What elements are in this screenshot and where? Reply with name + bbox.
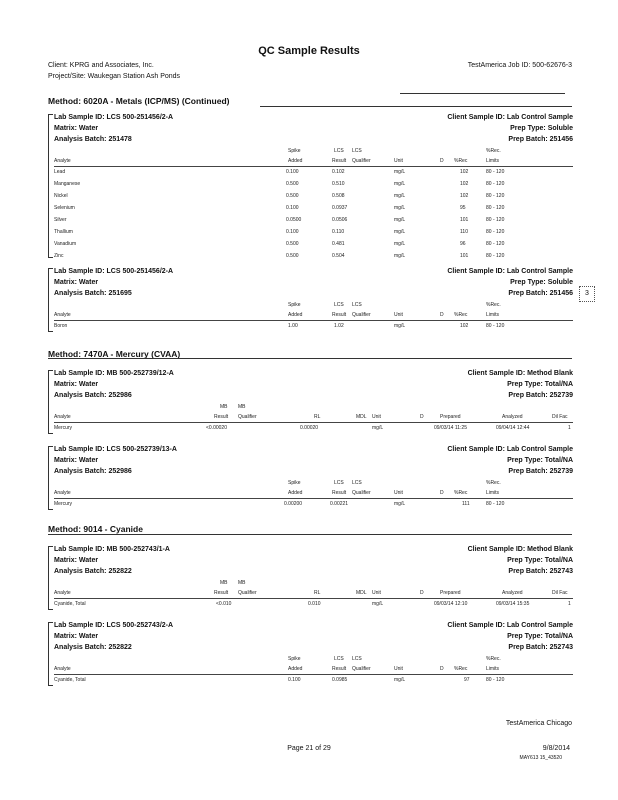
result: 0.00221 bbox=[330, 501, 349, 507]
col-spike: Spike bbox=[288, 480, 301, 486]
header-rule bbox=[54, 422, 573, 423]
col-d: D bbox=[440, 312, 444, 318]
prep-type: Prep Type: Total/NA bbox=[507, 633, 573, 640]
unit: mg/L bbox=[394, 205, 406, 211]
col-lcs: LCS bbox=[334, 656, 344, 662]
lab-sample-id: Lab Sample ID: MB 500-252739/12-A bbox=[54, 370, 174, 377]
rl: 0.010 bbox=[308, 601, 321, 607]
prep-batch: Prep Batch: 252739 bbox=[508, 468, 573, 475]
col-dil-fac: Dil Fac bbox=[552, 414, 568, 420]
client-sample-id: Client Sample ID: Lab Control Sample bbox=[447, 622, 573, 629]
col-result: Result bbox=[332, 666, 347, 672]
rec: 96 bbox=[460, 241, 466, 247]
prep-batch: Prep Batch: 252739 bbox=[508, 392, 573, 399]
col-mdl: MDL bbox=[356, 414, 367, 420]
limits: 80 - 120 bbox=[486, 193, 505, 199]
client-sample-id: Client Sample ID: Lab Control Sample bbox=[447, 268, 573, 275]
col-spike: Spike bbox=[288, 148, 301, 154]
prep-batch: Prep Batch: 251456 bbox=[508, 136, 573, 143]
header-rule bbox=[54, 674, 573, 675]
analysis-batch: Analysis Batch: 252822 bbox=[54, 644, 132, 651]
prep-type: Prep Type: Total/NA bbox=[507, 457, 573, 464]
analyte: Mercury bbox=[54, 501, 73, 507]
col-analyte: Analyte bbox=[54, 590, 71, 596]
matrix: Matrix: Water bbox=[54, 457, 99, 464]
col-prec: %Rec bbox=[454, 490, 468, 496]
col-result: Result bbox=[214, 414, 229, 420]
prep-batch: Prep Batch: 252743 bbox=[508, 568, 573, 575]
col-qualifier: Qualifier bbox=[352, 666, 371, 672]
analyte: Cyanide, Total bbox=[54, 677, 86, 683]
result: 0.0506 bbox=[332, 217, 348, 223]
matrix: Matrix: Water bbox=[54, 279, 99, 286]
unit: mg/L bbox=[394, 253, 406, 259]
col-rl: RL bbox=[314, 414, 321, 420]
col-rl: RL bbox=[314, 590, 321, 596]
header-rule bbox=[54, 166, 573, 167]
table-row bbox=[48, 217, 573, 226]
limits: 80 - 120 bbox=[486, 169, 505, 175]
col-added: Added bbox=[288, 158, 303, 164]
footer-company: TestAmerica Chicago bbox=[505, 720, 572, 727]
result: 0.102 bbox=[332, 169, 345, 175]
added: 0.500 bbox=[286, 241, 299, 247]
analyte: Boron bbox=[54, 323, 68, 329]
added: 0.100 bbox=[286, 229, 299, 235]
lab-sample-id: Lab Sample ID: LCS 500-252743/2-A bbox=[54, 622, 174, 629]
analyte: Manganese bbox=[54, 181, 81, 187]
col-lcs: LCS bbox=[352, 302, 362, 308]
unit: mg/L bbox=[394, 229, 406, 235]
col-analyte: Analyte bbox=[54, 312, 71, 318]
client-sample-id: Client Sample ID: Method Blank bbox=[467, 546, 573, 553]
col-d: D bbox=[440, 666, 444, 672]
footer-code: MAY613 15_43520 bbox=[519, 755, 562, 761]
prepared: 09/03/14 12:10 bbox=[434, 601, 468, 607]
added: 0.00200 bbox=[284, 501, 303, 507]
table-row bbox=[48, 241, 573, 250]
analyte: Silver bbox=[54, 217, 67, 223]
unit: mg/L bbox=[394, 677, 406, 683]
table-row bbox=[48, 169, 573, 178]
result: <0.00020 bbox=[206, 425, 227, 431]
col-d: D bbox=[440, 158, 444, 164]
unit: mg/L bbox=[394, 323, 406, 329]
col-mdl: MDL bbox=[356, 590, 367, 596]
result: 0.0937 bbox=[332, 205, 348, 211]
rule bbox=[260, 106, 572, 107]
result: 0.508 bbox=[332, 193, 345, 199]
col-rec-top: %Rec. bbox=[486, 302, 501, 308]
col-limits: Limits bbox=[486, 666, 500, 672]
analyte: Cyanide, Total bbox=[54, 601, 86, 607]
prep-type: Prep Type: Soluble bbox=[510, 279, 573, 286]
col-lcs: LCS bbox=[352, 480, 362, 486]
rec: 102 bbox=[460, 323, 469, 329]
col-limits: Limits bbox=[486, 490, 500, 496]
col-lcs: LCS bbox=[334, 480, 344, 486]
col-qualifier: Qualifier bbox=[352, 490, 371, 496]
col-mb: MB bbox=[238, 580, 246, 586]
col-analyte: Analyte bbox=[54, 158, 71, 164]
added: 0.500 bbox=[286, 193, 299, 199]
unit: mg/L bbox=[394, 217, 406, 223]
lab-sample-id: Lab Sample ID: MB 500-252743/1-A bbox=[54, 546, 170, 553]
analyzed: 09/03/14 15:35 bbox=[496, 601, 530, 607]
col-unit: Unit bbox=[394, 666, 403, 672]
lcs-block-9014 bbox=[48, 620, 573, 690]
limits: 80 - 120 bbox=[486, 217, 505, 223]
col-analyte: Analyte bbox=[54, 666, 71, 672]
limits: 80 - 120 bbox=[486, 501, 505, 507]
prep-type: Prep Type: Total/NA bbox=[507, 557, 573, 564]
prep-type: Prep Type: Soluble bbox=[510, 125, 573, 132]
col-unit: Unit bbox=[394, 158, 403, 164]
rec: 111 bbox=[462, 501, 470, 507]
col-unit: Unit bbox=[394, 312, 403, 318]
limits: 80 - 120 bbox=[486, 253, 505, 259]
rec: 95 bbox=[460, 205, 466, 211]
client-sample-id: Client Sample ID: Method Blank bbox=[467, 370, 573, 377]
method-9014-heading: Method: 9014 - Cyanide bbox=[48, 524, 143, 534]
limits: 80 - 120 bbox=[486, 323, 505, 329]
lab-sample-id: Lab Sample ID: LCS 500-251456/2-A bbox=[54, 268, 174, 275]
col-d: D bbox=[440, 490, 444, 496]
col-result: Result bbox=[332, 158, 347, 164]
rec: 97 bbox=[464, 677, 470, 683]
side-marker: 3 bbox=[579, 286, 595, 302]
table-row bbox=[48, 205, 573, 214]
limits: 80 - 120 bbox=[486, 241, 505, 247]
unit: mg/L bbox=[394, 181, 406, 187]
analyte: Mercury bbox=[54, 425, 73, 431]
lab-sample-id: Lab Sample ID: LCS 500-251456/2-A bbox=[54, 114, 174, 121]
mb-block-7470a bbox=[48, 368, 573, 438]
col-d: D bbox=[420, 414, 424, 420]
result: 0.504 bbox=[332, 253, 345, 259]
client-sample-id: Client Sample ID: Lab Control Sample bbox=[447, 446, 573, 453]
table-row bbox=[48, 501, 573, 510]
added: 0.500 bbox=[286, 253, 299, 259]
footer-page: Page 21 of 29 bbox=[287, 745, 331, 752]
col-lcs: LCS bbox=[352, 656, 362, 662]
mb-block-9014 bbox=[48, 544, 573, 614]
unit: mg/L bbox=[394, 241, 406, 247]
col-qualifier: Qualifier bbox=[238, 414, 257, 420]
limits: 80 - 120 bbox=[486, 205, 505, 211]
col-spike: Spike bbox=[288, 302, 301, 308]
col-added: Added bbox=[288, 490, 303, 496]
rule bbox=[48, 534, 572, 535]
result: 0.481 bbox=[332, 241, 345, 247]
rec: 101 bbox=[460, 253, 469, 259]
job-id-line: TestAmerica Job ID: 500-62676-3 bbox=[467, 62, 572, 69]
col-unit: Unit bbox=[372, 414, 381, 420]
project-line: Project/Site: Waukegan Station Ash Ponds bbox=[48, 73, 181, 80]
col-result: Result bbox=[332, 312, 347, 318]
col-mb: MB bbox=[238, 404, 246, 410]
rec: 101 bbox=[460, 217, 469, 223]
analysis-batch: Analysis Batch: 251478 bbox=[54, 136, 132, 143]
col-prepared: Prepared bbox=[440, 590, 461, 596]
page-title: QC Sample Results bbox=[258, 45, 360, 57]
dil-fac: 1 bbox=[568, 425, 571, 431]
unit: mg/L bbox=[394, 169, 406, 175]
result: 0.0985 bbox=[332, 677, 348, 683]
col-dil-fac: Dil Fac bbox=[552, 590, 568, 596]
col-added: Added bbox=[288, 312, 303, 318]
col-rec-top: %Rec. bbox=[486, 656, 501, 662]
col-lcs: LCS bbox=[352, 148, 362, 154]
col-lcs: LCS bbox=[334, 148, 344, 154]
table-row bbox=[48, 253, 573, 262]
added: 0.100 bbox=[286, 205, 299, 211]
table-row bbox=[48, 677, 573, 686]
prep-batch: Prep Batch: 252743 bbox=[508, 644, 573, 651]
rec: 102 bbox=[460, 181, 469, 187]
col-added: Added bbox=[288, 666, 303, 672]
lab-sample-id: Lab Sample ID: LCS 500-252739/13-A bbox=[54, 446, 177, 453]
limits: 80 - 120 bbox=[486, 229, 505, 235]
unit: mg/L bbox=[394, 193, 406, 199]
analysis-batch: Analysis Batch: 252822 bbox=[54, 568, 132, 575]
added: 0.0500 bbox=[286, 217, 302, 223]
prepared: 09/03/14 11:25 bbox=[434, 425, 467, 431]
table-row bbox=[48, 601, 573, 610]
added: 1.00 bbox=[288, 323, 298, 329]
header-rule bbox=[54, 320, 573, 321]
result: 0.510 bbox=[332, 181, 345, 187]
table-row bbox=[48, 193, 573, 202]
added: 0.100 bbox=[286, 169, 299, 175]
lcs-block-6020a-1 bbox=[48, 112, 573, 260]
table-row bbox=[48, 181, 573, 190]
header-rule bbox=[54, 498, 573, 499]
rule bbox=[48, 358, 572, 359]
analysis-batch: Analysis Batch: 251695 bbox=[54, 290, 132, 297]
added: 0.500 bbox=[286, 181, 299, 187]
analysis-batch: Analysis Batch: 252986 bbox=[54, 392, 132, 399]
col-prepared: Prepared bbox=[440, 414, 461, 420]
col-result: Result bbox=[214, 590, 229, 596]
header-rule bbox=[54, 598, 573, 599]
table-row bbox=[48, 323, 573, 332]
limits: 80 - 120 bbox=[486, 181, 505, 187]
col-unit: Unit bbox=[394, 490, 403, 496]
col-qualifier: Qualifier bbox=[352, 158, 371, 164]
col-qualifier: Qualifier bbox=[352, 312, 371, 318]
col-rec-top: %Rec. bbox=[486, 148, 501, 154]
method-6020a-heading: Method: 6020A - Metals (ICP/MS) (Continued) bbox=[48, 96, 230, 106]
rec: 110 bbox=[460, 229, 468, 235]
rec: 102 bbox=[460, 193, 469, 199]
col-unit: Unit bbox=[372, 590, 381, 596]
result: 1.02 bbox=[334, 323, 344, 329]
col-analyzed: Analyzed bbox=[502, 590, 523, 596]
analysis-batch: Analysis Batch: 252986 bbox=[54, 468, 132, 475]
added: 0.100 bbox=[288, 677, 301, 683]
analyte: Selenium bbox=[54, 205, 75, 211]
col-rec-top: %Rec. bbox=[486, 480, 501, 486]
col-result: Result bbox=[332, 490, 347, 496]
col-limits: Limits bbox=[486, 312, 500, 318]
col-lcs: LCS bbox=[334, 302, 344, 308]
matrix: Matrix: Water bbox=[54, 557, 99, 564]
col-prec: %Rec bbox=[454, 158, 468, 164]
col-analyzed: Analyzed bbox=[502, 414, 523, 420]
matrix: Matrix: Water bbox=[54, 125, 99, 132]
col-limits: Limits bbox=[486, 158, 500, 164]
analyte: Thallium bbox=[54, 229, 73, 235]
col-d: D bbox=[420, 590, 424, 596]
client-sample-id: Client Sample ID: Lab Control Sample bbox=[447, 114, 573, 121]
prep-type: Prep Type: Total/NA bbox=[507, 381, 573, 388]
col-mb: MB bbox=[220, 580, 228, 586]
unit: mg/L bbox=[372, 425, 384, 431]
col-prec: %Rec bbox=[454, 312, 468, 318]
analyte: Zinc bbox=[54, 253, 64, 259]
limits: 80 - 120 bbox=[486, 677, 505, 683]
prep-batch: Prep Batch: 251456 bbox=[508, 290, 573, 297]
dil-fac: 1 bbox=[568, 601, 571, 607]
client-line: Client: KPRG and Associates, Inc. bbox=[48, 62, 154, 69]
col-mb: MB bbox=[220, 404, 228, 410]
lcs-block-6020a-2 bbox=[48, 266, 573, 336]
analyte: Vanadium bbox=[54, 241, 77, 247]
unit: mg/L bbox=[372, 601, 384, 607]
analyte: Lead bbox=[54, 169, 66, 175]
footer-date: 9/8/2014 bbox=[542, 745, 570, 752]
col-qualifier: Qualifier bbox=[238, 590, 257, 596]
matrix: Matrix: Water bbox=[54, 633, 99, 640]
table-row bbox=[48, 425, 573, 434]
unit: mg/L bbox=[394, 501, 406, 507]
col-analyte: Analyte bbox=[54, 414, 71, 420]
matrix: Matrix: Water bbox=[54, 381, 99, 388]
lcs-block-7470a bbox=[48, 444, 573, 514]
table-row bbox=[48, 229, 573, 238]
rl: 0.00020 bbox=[300, 425, 319, 431]
col-spike: Spike bbox=[288, 656, 301, 662]
result: <0.010 bbox=[216, 601, 232, 607]
method-7470a-heading: Method: 7470A - Mercury (CVAA) bbox=[48, 349, 181, 359]
result: 0.110 bbox=[332, 229, 345, 235]
col-prec: %Rec bbox=[454, 666, 468, 672]
rule bbox=[400, 93, 565, 94]
analyte: Nickel bbox=[54, 193, 68, 199]
rec: 102 bbox=[460, 169, 469, 175]
analyzed: 09/04/14 12:44 bbox=[496, 425, 530, 431]
col-analyte: Analyte bbox=[54, 490, 71, 496]
